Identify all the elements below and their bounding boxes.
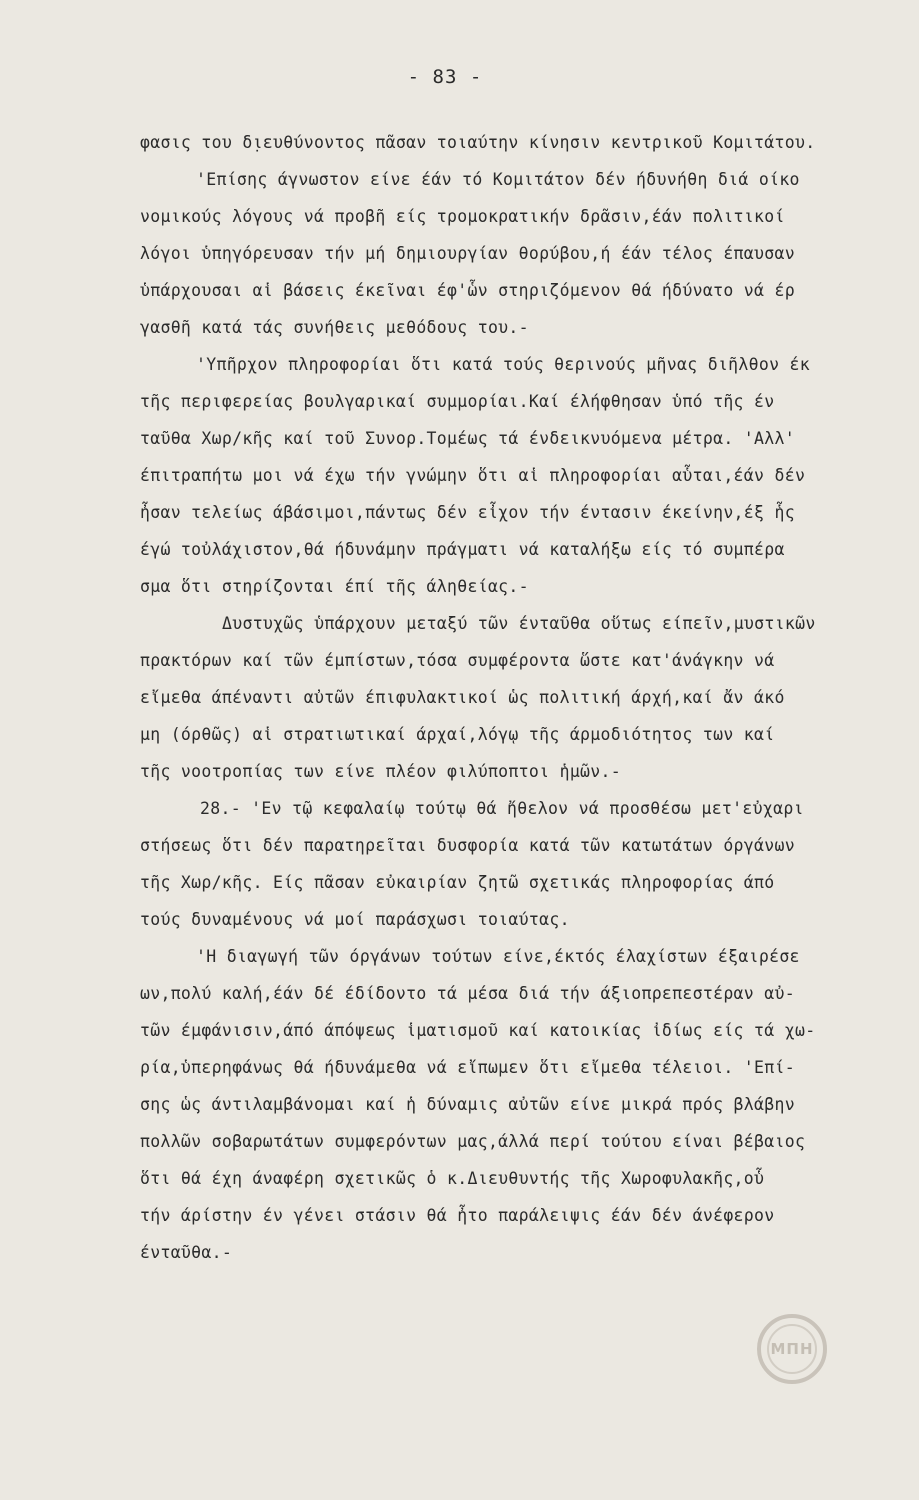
text-line: φασις του δ̣ιευθύνοντος πᾶσαν τοιαύτην κίνησιν κεντρικοῦ Κομιτάτου. [140, 133, 816, 152]
text-line: πρακτόρων καί τῶν έμπίστων,τόσα συμφέροντα ὥστε κατ'άνάγκην νά [140, 651, 775, 670]
text-line: τούς δυναμένους νά μοί παράσχωσι τοιαύτας. [140, 910, 570, 929]
text-line: εἴμεθα άπέναντι αὐτῶν έπιφυλακτικοί ὡς πολιτική άρχή,καί ἄν άκό [140, 688, 785, 707]
page-number: - 83 - [407, 66, 483, 88]
text-line: ὑπάρχουσαι αἱ βάσεις έκεῖναι έφ'ὧν στηριζόμενον θά ήδύνατο νά έρ [140, 281, 795, 300]
text-line: ων,πολύ καλή,έάν δέ έδίδοντο τά μέσα διά τήν άξιοπρεπεστέραν αὐ- [140, 984, 795, 1003]
archive-stamp [757, 1314, 827, 1384]
text-line: 'Υπῆρχον πληροφορίαι ὅτι κατά τούς θερινούς μῆνας διῆλθον έκ [196, 355, 811, 374]
text-line: στήσεως ὅτι δέν παρατηρεῖται δυσφορία κατά τῶν κατωτάτων όργάνων [140, 836, 795, 855]
text-line: τήν άρίστην έν γένει στάσιν θά ἦτο παράλειψις έάν δέν άνέφερον [140, 1206, 775, 1225]
text-line: γασθῆ κατά τάς συνήθεις μεθόδους του.- [140, 318, 529, 337]
text-line: 'Η διαγωγή τῶν όργάνων τούτων είνε,έκτός έλαχίστων έξαιρέσε [196, 947, 800, 966]
text-line: μη (όρθῶς) αἱ στρατιωτικαί άρχαί,λόγῳ τῆς άρμοδιότητος των καί [140, 725, 775, 744]
text-line: έπιτραπήτω μοι νά έχω τήν γνώμην ὅτι αἱ πληροφορίαι αὗται,έάν δέν [140, 466, 806, 485]
typed-text-body [140, 124, 900, 1271]
text-line: ταῦθα Χωρ/κῆς καί τοῦ Συνορ.Τομέως τά ένδεικνυόμενα μέτρα. 'Αλλ' [140, 429, 795, 448]
text-line: τῶν έμφάνισιν,άπό άπόψεως ἱματισμοῦ καί κατοικίας ἰδίως είς τά χω- [140, 1021, 816, 1040]
text-line: νομικούς λόγους νά προβῆ είς τρομοκρατικήν δρᾶσιν,έάν πολιτικοί [140, 207, 785, 226]
text-line: 'Επίσης άγνωστον είνε έάν τό Κομιτάτον δέν ήδυνήθη διά οίκο [196, 170, 800, 189]
stamp-text: ΜΠΗ [770, 1340, 814, 1358]
text-line: έγώ τοὐλάχιστον,θά ήδυνάμην πράγματι νά καταλήξω είς τό συμπέρα [140, 540, 785, 559]
text-line: λόγοι ὑπηγόρευσαν τήν μή δημιουργίαν θορύβου,ή έάν τέλος έπαυσαν [140, 244, 795, 263]
text-line: τῆς Χωρ/κῆς. Είς πᾶσαν εὐκαιρίαν ζητῶ σχετικάς πληροφορίας άπό [140, 873, 775, 892]
text-line: τῆς νοοτροπίας των είνε πλέον φιλύποπτοι ἡμῶν.- [140, 762, 621, 781]
text-line: σης ὡς άντιλαμβάνομαι καί ἡ δύναμις αὐτῶν είνε μικρά πρός βλάβην [140, 1095, 795, 1114]
text-line: ένταῦθα.- [140, 1243, 233, 1262]
text-line: τῆς περιφερείας βουλγαρικαί συμμορίαι.Καί έλήφθησαν ὑπό τῆς έν [140, 392, 775, 411]
text-line: Δυστυχῶς ὑπάρχουν μεταξύ τῶν ένταῦθα οὕτως είπεῖν,μυστικῶν [222, 614, 816, 633]
text-line: ρία,ὑπερηφάνως θά ήδυνάμεθα νά εἴπωμεν ὅτι εἴμεθα τέλειοι. 'Επί- [140, 1058, 795, 1077]
text-line: ὅτι θά έχη άναφέρη σχετικῶς ὁ κ.Διευθυντής τῆς Χωροφυλακῆς,οὗ [140, 1169, 765, 1188]
text-line: 28.- 'Εν τῷ κεφαλαίῳ τούτῳ θά ἤθελον νά προσθέσω μετ'εὐχαρι [200, 799, 804, 818]
text-line: πολλῶν σοβαρωτάτων συμφερόντων μας,άλλά περί τούτου είναι βέβαιος [140, 1132, 806, 1151]
text-line: ἦσαν τελείως άβάσιμοι,πάντως δέν εἶχον τήν έντασιν έκείνην,έξ ἧς [140, 503, 795, 522]
text-line: σμα ὅτι στηρίζονται έπί τῆς άληθείας.- [140, 577, 529, 596]
